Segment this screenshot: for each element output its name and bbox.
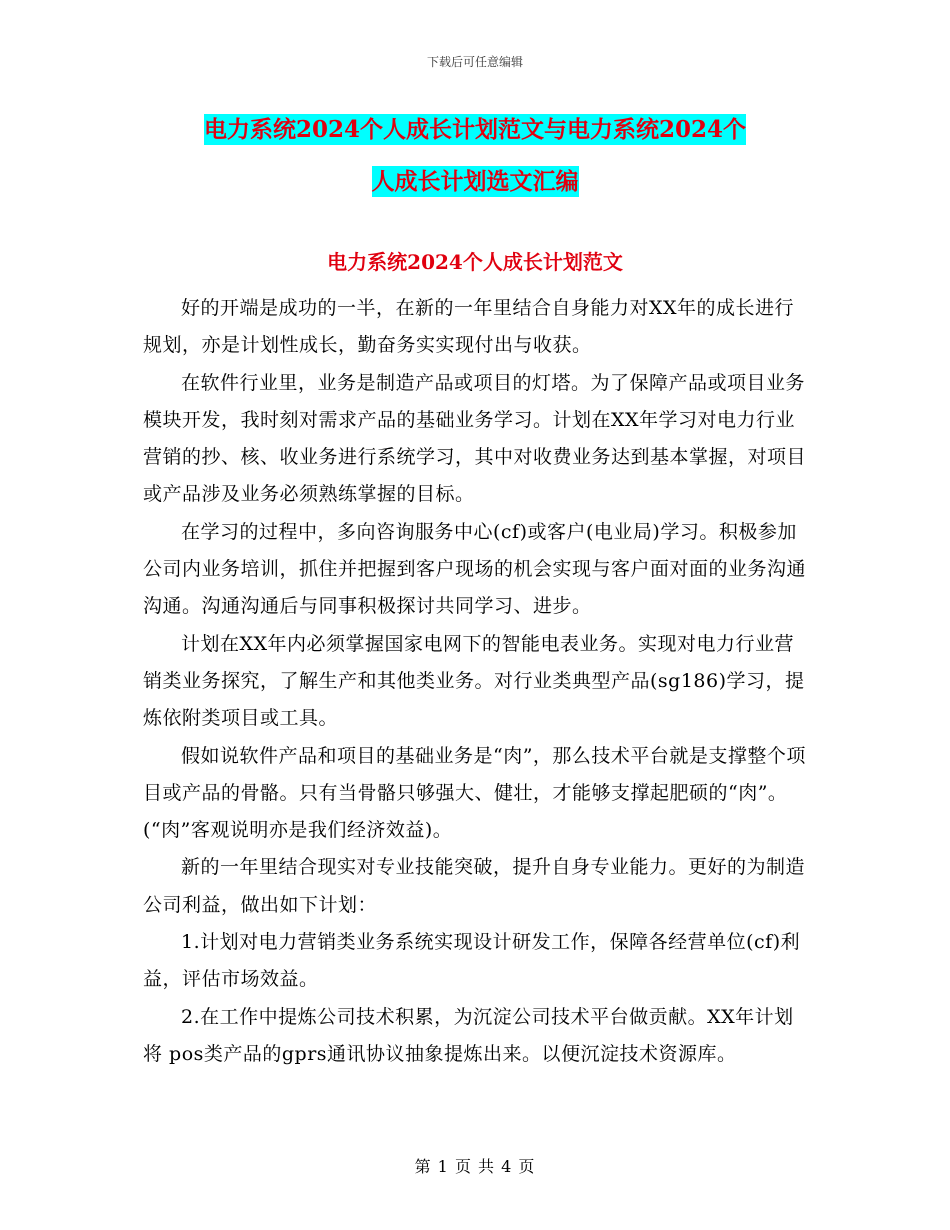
document-title-line-1: 电力系统2024个人成长计划范文与电力系统2024个 — [203, 116, 747, 143]
page-header-note: 下载后可任意编辑 — [426, 55, 523, 69]
paragraph: 在软件行业里，业务是制造产品或项目的灯塔。为了保障产品或项目业务模块开发，我时刻对需求产品的基础业务学习。计划在XX年学习对电力行业营销的抄、核、收业务进行系统学习，其中对收费业务达到基本掌握，对项目或产品涉及业务必须熟练掌握的目标。 — [143, 371, 807, 506]
paragraph: 在学习的过程中，多向咨询服务中心(cf)或客户(电业局)学习。积极参加公司内业务培训，抓住并把握到客户现场的机会实现与客户面对面的业务沟通沟通。沟通沟通后与同事积极探讨共同学习、进步。 — [143, 520, 807, 618]
paragraph: 假如说软件产品和项目的基础业务是“肉”，那么技术平台就是支撑整个项目或产品的骨骼。只有当骨骼只够强大、健壮，才能够支撑起肥硕的“肉”。(“肉”客观说明亦是我们经济效益)。 — [143, 744, 806, 842]
paragraph: 计划在XX年内必须掌握国家电网下的智能电表业务。实现对电力行业营销类业务探究，了解生产和其他类业务。对行业类典型产品(sg186)学习，提炼依附类项目或工具。 — [143, 632, 805, 730]
paragraph: 2.在工作中提炼公司技术积累，为沉淀公司技术平台做贡献。XX年计划将 pos类产品的gprs通讯协议抽象提炼出来。以便沉淀技术资源库。 — [143, 1005, 794, 1065]
page-number-footer: 第 1 页 共 4 页 — [414, 1157, 536, 1176]
paragraph: 好的开端是成功的一半，在新的一年里结合自身能力对XX年的成长进行规划，亦是计划性成长，勤奋务实实现付出与收获。 — [143, 297, 795, 357]
section-title: 电力系统2024个人成长计划范文 — [327, 250, 623, 274]
paragraph: 1.计划对电力营销类业务系统实现设计研发工作，保障各经营单位(cf)利益，评估市场效益。 — [143, 931, 801, 991]
paragraph: 新的一年里结合现实对专业技能突破，提升自身专业能力。更好的为制造公司利益，做出如下计划： — [143, 856, 806, 916]
document-title — [140, 104, 810, 208]
document-title-line-2: 人成长计划选文汇编 — [371, 168, 579, 195]
document-body — [143, 290, 808, 1073]
